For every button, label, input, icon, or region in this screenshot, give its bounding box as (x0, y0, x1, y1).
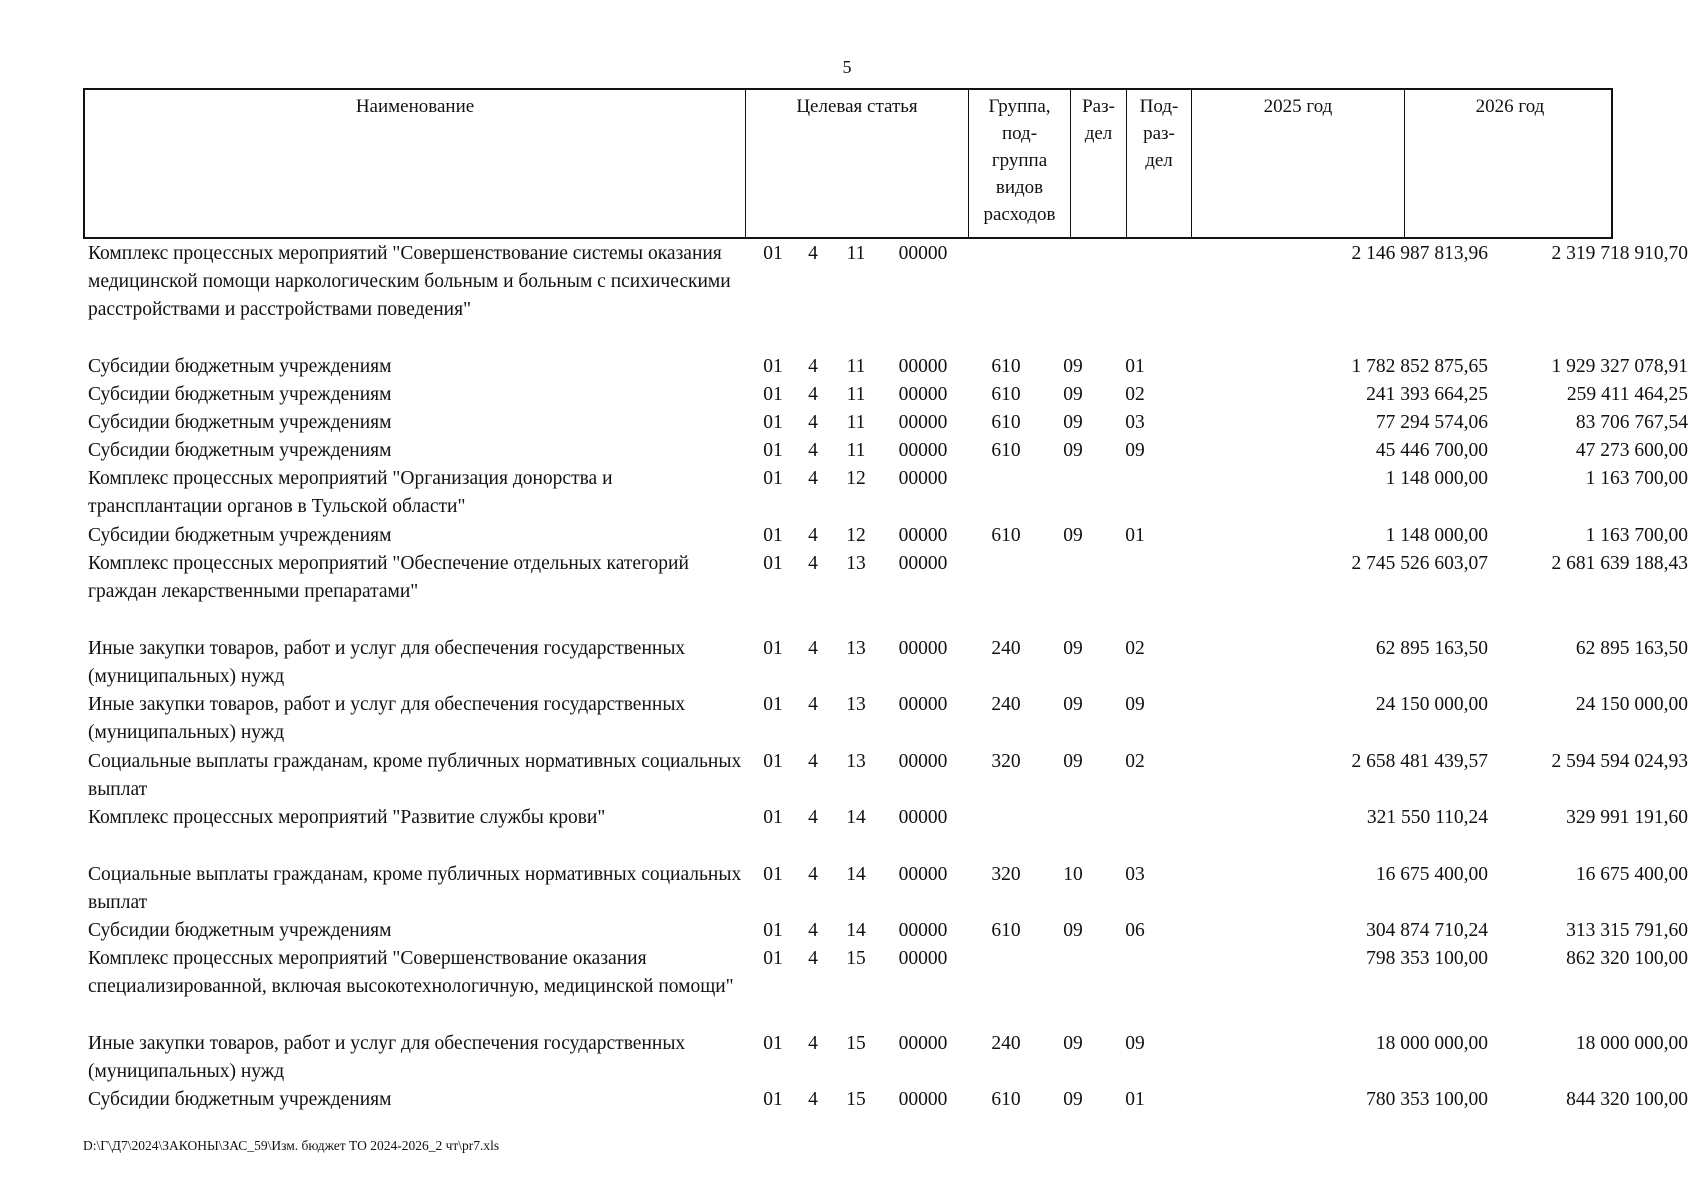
row-target-2: 4 (808, 468, 818, 489)
row-group: 610 (991, 384, 1021, 405)
row-name: Комплекс процессных мероприятий "Развитие службы крови" (88, 807, 606, 828)
header-podrazdel-line: Под- (1139, 96, 1179, 117)
row-target-4: 00000 (898, 694, 948, 715)
row-target-4: 00000 (898, 920, 948, 941)
row-podrazdel: 03 (1125, 864, 1145, 885)
row-podrazdel: 09 (1125, 1033, 1145, 1054)
row-podrazdel: 09 (1125, 694, 1145, 715)
row-name: Комплекс процессных мероприятий "Совершенствование системы оказания медицинской помощи наркологическим больным и больным с психическими расстройствами и расстройствами поведения" (88, 243, 731, 320)
row-target-3: 12 (846, 468, 866, 489)
row-target-2: 4 (808, 864, 818, 885)
row-target-3: 13 (846, 694, 866, 715)
row-target-3: 14 (846, 807, 866, 828)
row-target-1: 01 (763, 440, 783, 461)
row-target-2: 4 (808, 384, 818, 405)
row-razdel: 09 (1063, 694, 1083, 715)
row-podrazdel: 03 (1125, 412, 1145, 433)
row-target-3: 15 (846, 948, 866, 969)
header-group-line: видов (995, 177, 1044, 198)
row-name: Комплекс процессных мероприятий "Обеспечение отдельных категорий граждан лекарственными препаратами" (88, 553, 689, 602)
row-target-2: 4 (808, 1033, 818, 1054)
row-name: Субсидии бюджетным учреждениям (88, 384, 392, 405)
row-target-4: 00000 (898, 864, 948, 885)
header-group-line: Группа, (988, 96, 1051, 117)
row-name: Социальные выплаты гражданам, кроме публичных нормативных социальных выплат (88, 751, 742, 800)
row-group: 610 (991, 440, 1021, 461)
row-target-3: 15 (846, 1089, 866, 1110)
header-podrazdel-line: дел (1145, 150, 1173, 171)
row-2026: 2 681 639 188,43 (1551, 553, 1688, 574)
row-razdel: 09 (1063, 356, 1083, 377)
row-2025: 77 294 574,06 (1375, 412, 1488, 433)
row-target-2: 4 (808, 525, 818, 546)
row-podrazdel: 01 (1125, 1089, 1145, 1110)
row-2026: 1 929 327 078,91 (1551, 356, 1688, 377)
header-2025 (1191, 90, 1404, 237)
row-razdel: 09 (1063, 1033, 1083, 1054)
row-podrazdel: 02 (1125, 751, 1145, 772)
row-name: Комплекс процессных мероприятий "Совершенствование оказания специализированной, включая высокотехнологичную, медицинской помощи" (88, 948, 734, 997)
row-2025: 321 550 110,24 (1366, 807, 1488, 828)
row-name: Субсидии бюджетным учреждениям (88, 356, 392, 377)
row-2026: 16 675 400,00 (1575, 864, 1688, 885)
row-target-3: 15 (846, 1033, 866, 1054)
row-target-4: 00000 (898, 384, 948, 405)
row-target-1: 01 (763, 1033, 783, 1054)
row-target-4: 00000 (898, 1089, 948, 1110)
row-target-4: 00000 (898, 412, 948, 433)
row-target-4: 00000 (898, 440, 948, 461)
row-target-1: 01 (763, 920, 783, 941)
row-target-3: 11 (846, 412, 866, 433)
row-target-1: 01 (763, 384, 783, 405)
row-2025: 1 782 852 875,65 (1351, 356, 1488, 377)
row-target-1: 01 (763, 948, 783, 969)
row-target-1: 01 (763, 807, 783, 828)
row-target-2: 4 (808, 751, 818, 772)
row-target-2: 4 (808, 412, 818, 433)
row-2025: 2 745 526 603,07 (1351, 553, 1488, 574)
row-name: Субсидии бюджетным учреждениям (88, 440, 392, 461)
row-2025: 241 393 664,25 (1366, 384, 1488, 405)
row-razdel: 09 (1063, 384, 1083, 405)
row-target-4: 00000 (898, 356, 948, 377)
row-target-3: 11 (846, 440, 866, 461)
row-2026: 844 320 100,00 (1566, 1089, 1688, 1110)
row-target-4: 00000 (898, 638, 948, 659)
row-target-1: 01 (763, 525, 783, 546)
row-target-2: 4 (808, 948, 818, 969)
row-group: 610 (991, 356, 1021, 377)
footer-file-path: D:\Г\Д7\2024\ЗАКОНЫ\ЗАС_59\Изм. бюджет ТО 2024-2026_2 чт\pr7.xls (83, 1138, 500, 1153)
row-2026: 329 991 191,60 (1566, 807, 1688, 828)
row-name: Социальные выплаты гражданам, кроме публичных нормативных социальных выплат (88, 864, 742, 913)
row-2026: 47 273 600,00 (1575, 440, 1688, 461)
row-2026: 18 000 000,00 (1575, 1033, 1688, 1054)
row-target-2: 4 (808, 1089, 818, 1110)
row-group: 320 (991, 751, 1021, 772)
row-target-2: 4 (808, 807, 818, 828)
row-group: 610 (991, 1089, 1021, 1110)
row-target-1: 01 (763, 243, 783, 264)
row-razdel: 09 (1063, 412, 1083, 433)
row-target-2: 4 (808, 553, 818, 574)
header-razdel (1070, 90, 1126, 237)
row-group: 610 (991, 525, 1021, 546)
row-2025: 2 146 987 813,96 (1351, 243, 1488, 264)
row-name: Иные закупки товаров, работ и услуг для обеспечения государственных (муниципальных) нужд (88, 638, 686, 687)
row-name: Субсидии бюджетным учреждениям (88, 525, 392, 546)
header-group (968, 90, 1070, 237)
row-target-4: 00000 (898, 525, 948, 546)
row-name: Иные закупки товаров, работ и услуг для обеспечения государственных (муниципальных) нужд (88, 694, 686, 743)
header-2026 (1404, 90, 1615, 237)
row-razdel: 09 (1063, 525, 1083, 546)
row-podrazdel: 06 (1125, 920, 1145, 941)
row-target-1: 01 (763, 553, 783, 574)
row-razdel: 09 (1063, 638, 1083, 659)
header-podrazdel (1126, 90, 1191, 237)
header-target (745, 90, 968, 237)
table-header (83, 88, 1613, 239)
row-target-3: 13 (846, 553, 866, 574)
row-2025: 16 675 400,00 (1375, 864, 1488, 885)
row-target-4: 00000 (898, 1033, 948, 1054)
row-target-1: 01 (763, 751, 783, 772)
row-target-3: 13 (846, 638, 866, 659)
row-name: Иные закупки товаров, работ и услуг для обеспечения государственных (муниципальных) нужд (88, 1033, 686, 1082)
row-group: 240 (991, 694, 1021, 715)
header-target-label: Целевая статья (796, 96, 918, 117)
row-2026: 1 163 700,00 (1585, 525, 1688, 546)
header-name (85, 90, 745, 237)
row-name: Субсидии бюджетным учреждениям (88, 412, 392, 433)
row-2025: 780 353 100,00 (1366, 1089, 1488, 1110)
row-podrazdel: 09 (1125, 440, 1145, 461)
header-name-label: Наименование (355, 96, 475, 117)
row-2026: 862 320 100,00 (1566, 948, 1688, 969)
header-razdel-line: дел (1084, 123, 1113, 144)
header-razdel-line: Раз- (1082, 96, 1115, 117)
row-target-3: 14 (846, 920, 866, 941)
row-target-4: 00000 (898, 751, 948, 772)
row-2026: 313 315 791,60 (1566, 920, 1688, 941)
row-target-1: 01 (763, 412, 783, 433)
row-target-3: 13 (846, 751, 866, 772)
row-2026: 2 319 718 910,70 (1551, 243, 1688, 264)
row-razdel: 09 (1063, 1089, 1083, 1110)
row-target-3: 11 (846, 384, 866, 405)
row-name: Комплекс процессных мероприятий "Организация донорства и трансплантации органов в Тульской области" (88, 468, 613, 517)
row-target-4: 00000 (898, 468, 948, 489)
row-target-2: 4 (808, 638, 818, 659)
row-target-1: 01 (763, 356, 783, 377)
header-podrazdel-line: раз- (1143, 123, 1175, 144)
row-2025: 304 874 710,24 (1366, 920, 1488, 941)
row-podrazdel: 01 (1125, 356, 1145, 377)
row-target-1: 01 (763, 864, 783, 885)
row-target-1: 01 (763, 468, 783, 489)
header-2026-label: 2026 год (1475, 96, 1545, 117)
row-2026: 62 895 163,50 (1575, 638, 1688, 659)
row-podrazdel: 02 (1125, 638, 1145, 659)
row-group: 610 (991, 412, 1021, 433)
row-group: 240 (991, 1033, 1021, 1054)
row-razdel: 09 (1063, 440, 1083, 461)
row-razdel: 09 (1063, 920, 1083, 941)
row-2025: 2 658 481 439,57 (1351, 751, 1488, 772)
row-target-3: 14 (846, 864, 866, 885)
row-target-3: 12 (846, 525, 866, 546)
header-group-line: под- (1001, 123, 1038, 144)
row-name: Субсидии бюджетным учреждениям (88, 920, 392, 941)
row-target-1: 01 (763, 638, 783, 659)
row-podrazdel: 01 (1125, 525, 1145, 546)
row-razdel: 10 (1063, 864, 1083, 885)
row-2026: 83 706 767,54 (1575, 412, 1688, 433)
row-2025: 18 000 000,00 (1375, 1033, 1488, 1054)
row-target-2: 4 (808, 356, 818, 377)
header-group-line: расходов (983, 204, 1056, 225)
row-2025: 1 148 000,00 (1385, 468, 1488, 489)
row-podrazdel: 02 (1125, 384, 1145, 405)
row-target-4: 00000 (898, 243, 948, 264)
page-number: 5 (842, 57, 852, 77)
row-target-2: 4 (808, 694, 818, 715)
header-group-line: группа (991, 150, 1048, 171)
row-name: Субсидии бюджетным учреждениям (88, 1089, 392, 1110)
row-2025: 62 895 163,50 (1375, 638, 1488, 659)
row-2026: 1 163 700,00 (1585, 468, 1688, 489)
header-2025-label: 2025 год (1263, 96, 1333, 117)
row-2025: 24 150 000,00 (1375, 694, 1488, 715)
row-target-2: 4 (808, 920, 818, 941)
row-group: 320 (991, 864, 1021, 885)
row-2025: 45 446 700,00 (1375, 440, 1488, 461)
row-group: 240 (991, 638, 1021, 659)
row-target-4: 00000 (898, 553, 948, 574)
row-target-2: 4 (808, 440, 818, 461)
row-2026: 2 594 594 024,93 (1551, 751, 1688, 772)
row-target-3: 11 (846, 356, 866, 377)
row-target-2: 4 (808, 243, 818, 264)
row-2025: 1 148 000,00 (1385, 525, 1488, 546)
row-target-1: 01 (763, 1089, 783, 1110)
row-razdel: 09 (1063, 751, 1083, 772)
row-2026: 259 411 464,25 (1566, 384, 1688, 405)
row-2025: 798 353 100,00 (1366, 948, 1488, 969)
row-2026: 24 150 000,00 (1575, 694, 1688, 715)
row-target-1: 01 (763, 694, 783, 715)
row-target-3: 11 (846, 243, 866, 264)
row-target-4: 00000 (898, 948, 948, 969)
row-target-4: 00000 (898, 807, 948, 828)
row-group: 610 (991, 920, 1021, 941)
